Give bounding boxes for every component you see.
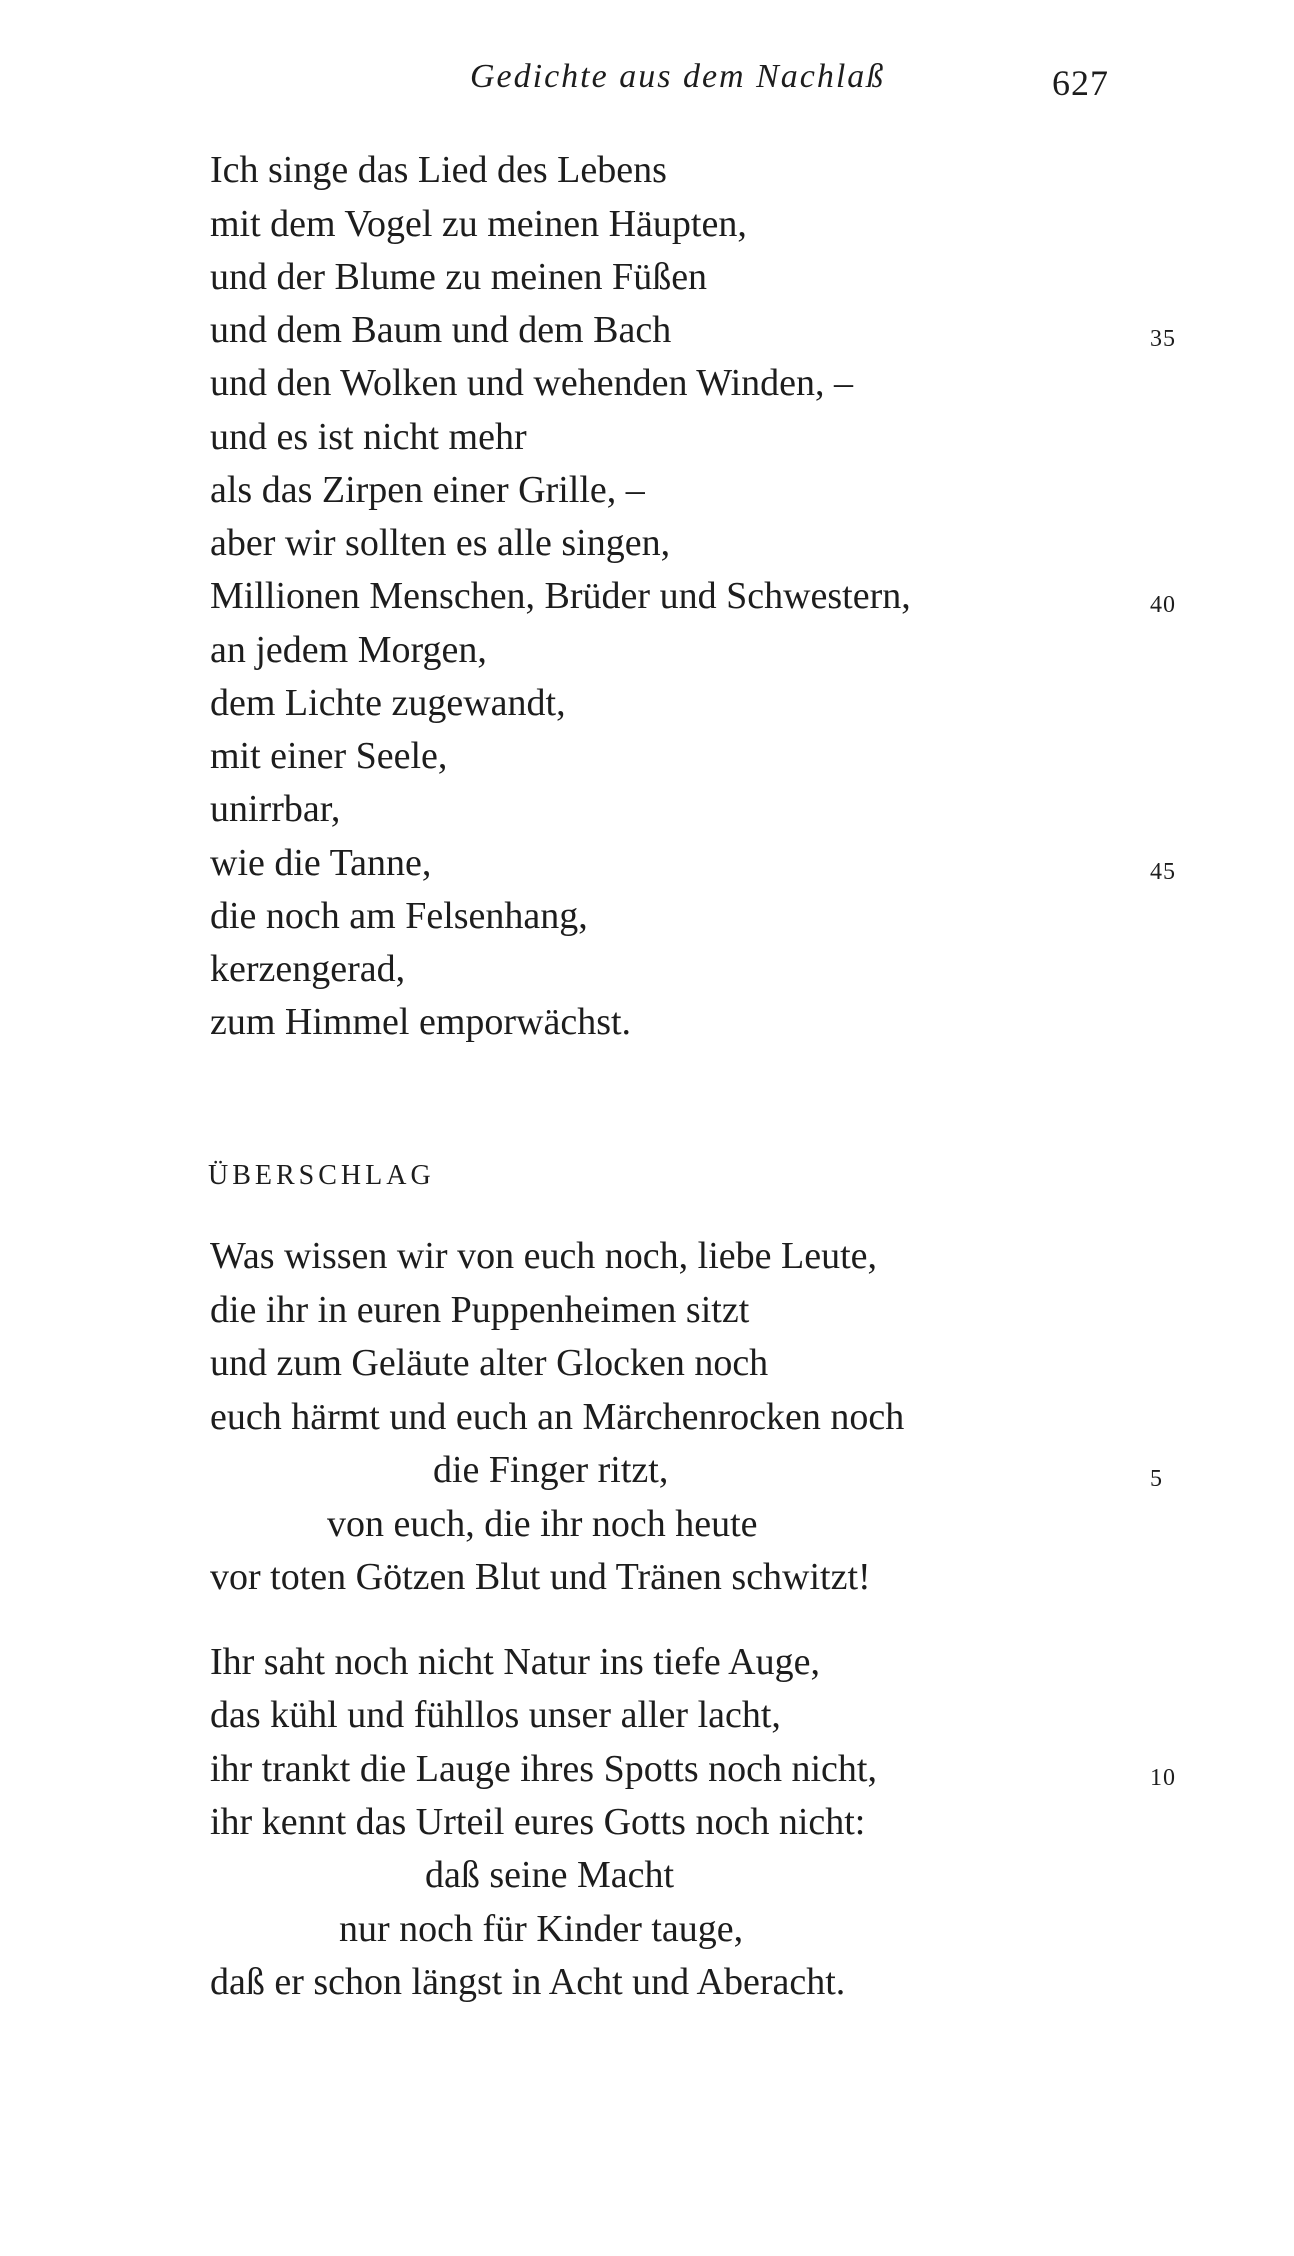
verse-line: vor toten Götzen Blut und Tränen schwitzt! xyxy=(210,1556,871,1598)
verse-line: euch härmt und euch an Märchenrocken noch xyxy=(210,1396,905,1438)
verse-line: Ihr saht noch nicht Natur ins tiefe Auge, xyxy=(210,1641,820,1683)
page-number: 627 xyxy=(1052,63,1109,103)
verse-line: zum Himmel emporwächst. xyxy=(210,1001,632,1043)
verse-line: die Finger ritzt, xyxy=(433,1449,669,1491)
verse-line: die noch am Felsenhang, xyxy=(210,895,588,937)
verse-line: daß seine Macht xyxy=(425,1854,675,1896)
line-number: 45 xyxy=(1150,859,1176,885)
verse-line: und dem Baum und dem Bach xyxy=(210,309,672,351)
line-number: 35 xyxy=(1150,326,1176,352)
verse-line: Millionen Menschen, Brüder und Schwestern, xyxy=(210,575,911,617)
verse-line: kerzengerad, xyxy=(210,948,406,990)
verse-line: die ihr in euren Puppenheimen sitzt xyxy=(210,1289,750,1331)
verse-line: und der Blume zu meinen Füßen xyxy=(210,256,708,298)
line-number: 40 xyxy=(1150,592,1176,618)
verse-line: mit einer Seele, xyxy=(210,735,448,777)
running-title: Gedichte aus dem Nachlaß xyxy=(470,58,886,95)
verse-line: ihr trankt die Lauge ihres Spotts noch nicht, xyxy=(210,1748,877,1790)
verse-line: und es ist nicht mehr xyxy=(210,416,527,458)
verse-line: als das Zirpen einer Grille, – xyxy=(210,469,645,511)
verse-line: das kühl und fühllos unser aller lacht, xyxy=(210,1694,781,1736)
verse-line: dem Lichte zugewandt, xyxy=(210,682,566,724)
verse-line: aber wir sollten es alle singen, xyxy=(210,522,671,564)
verse-line: mit dem Vogel zu meinen Häupten, xyxy=(210,203,747,245)
verse-line: an jedem Morgen, xyxy=(210,629,487,671)
verse-line: nur noch für Kinder tauge, xyxy=(339,1908,744,1950)
verse-line: unirrbar, xyxy=(210,788,341,830)
verse-line: von euch, die ihr noch heute xyxy=(327,1503,758,1545)
verse-line: und zum Geläute alter Glocken noch xyxy=(210,1342,769,1384)
verse-line: Was wissen wir von euch noch, liebe Leute, xyxy=(210,1235,878,1277)
verse-line: daß er schon längst in Acht und Aberacht. xyxy=(210,1961,846,2003)
line-number: 10 xyxy=(1150,1765,1176,1791)
verse-line: Ich singe das Lied des Lebens xyxy=(210,149,667,191)
verse-line: und den Wolken und wehenden Winden, – xyxy=(210,362,854,404)
poem-title: ÜBERSCHLAG xyxy=(208,1160,435,1191)
verse-line: wie die Tanne, xyxy=(210,842,432,884)
verse-line: ihr kennt das Urteil eures Gotts noch nicht: xyxy=(210,1801,866,1843)
line-number: 5 xyxy=(1150,1466,1163,1492)
